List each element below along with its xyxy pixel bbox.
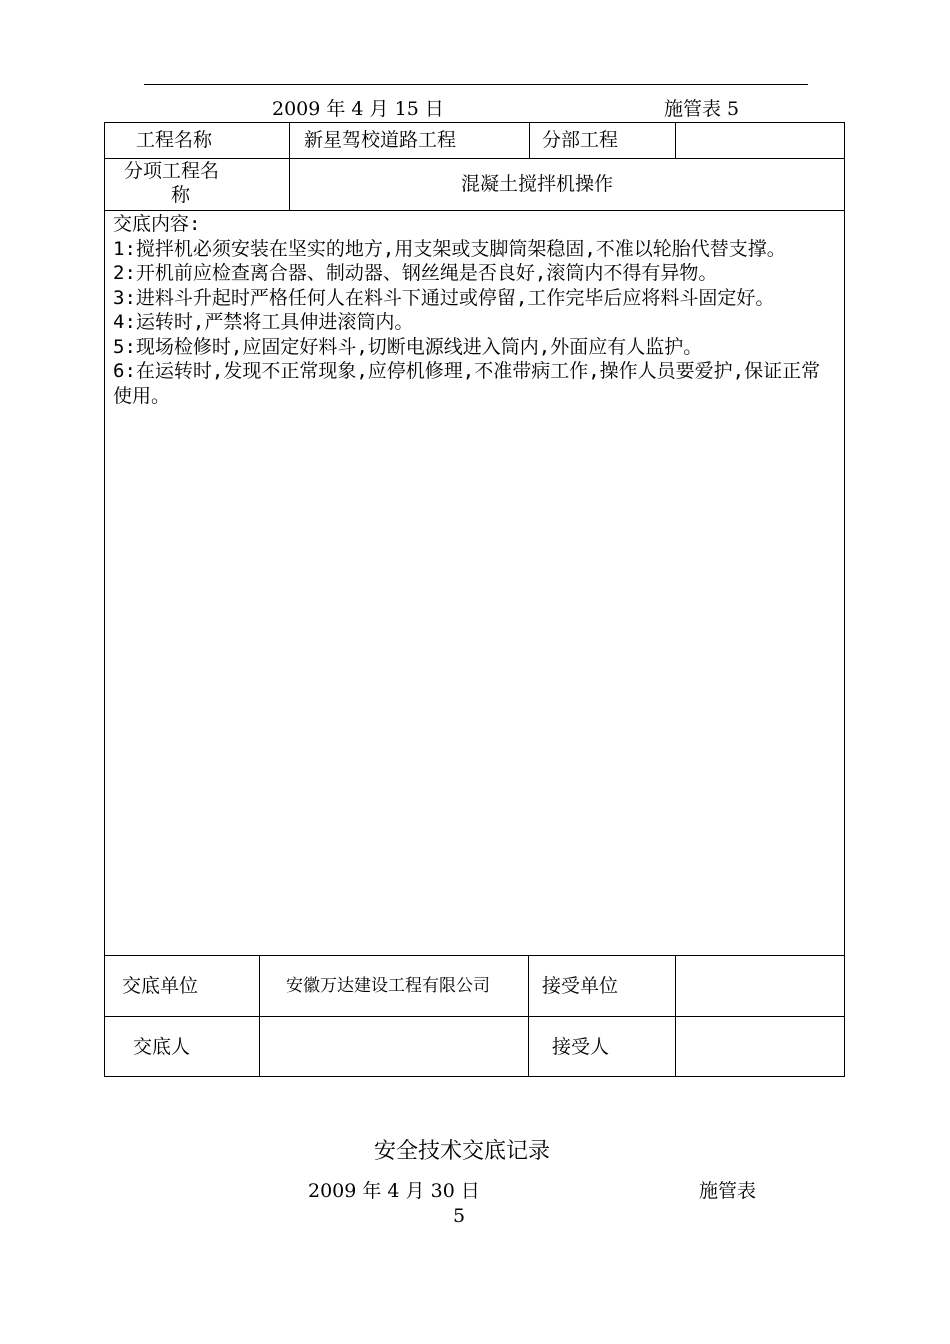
receiver-person-label: 接受人 xyxy=(552,1036,610,1058)
row-rule xyxy=(105,955,844,956)
content-item: 2:开机前应检查离合器、制动器、钢丝绳是否良好,滚筒内不得有异物。 xyxy=(113,262,718,284)
division-label: 分部工程 xyxy=(542,129,619,151)
record-date: 2009 年 4 月 15 日 xyxy=(272,98,444,120)
project-name-value: 新星驾校道路工程 xyxy=(304,129,457,151)
row-rule xyxy=(105,1016,844,1017)
col-rule xyxy=(259,955,260,1076)
col-rule xyxy=(675,955,676,1076)
subitem-value: 混凝土搅拌机操作 xyxy=(461,173,614,195)
next-page-date: 2009 年 4 月 30 日 xyxy=(308,1180,480,1202)
content-item: 6:在运转时,发现不正常现象,应停机修理,不准带病工作,操作人员要爱护,保证正常使用。 xyxy=(113,360,821,407)
next-page-form-number-suffix: 5 xyxy=(453,1205,466,1227)
subitem-label-line1: 分项工程名 xyxy=(124,160,220,182)
disclosure-content xyxy=(113,212,839,408)
receiver-unit-label: 接受单位 xyxy=(542,975,619,997)
issuer-person-label: 交底人 xyxy=(133,1036,191,1058)
row-rule xyxy=(105,210,844,211)
content-item: 3:进料斗升起时严格任何人在料斗下通过或停留,工作完毕后应将料斗固定好。 xyxy=(113,286,775,309)
project-name-label: 工程名称 xyxy=(136,129,213,151)
next-page-form-number: 施管表 xyxy=(699,1180,757,1202)
next-page-title: 安全技术交底记录 xyxy=(374,1139,551,1164)
top-rule xyxy=(144,84,808,85)
content-title: 交底内容: xyxy=(113,213,201,235)
row-rule xyxy=(105,158,844,159)
col-rule xyxy=(529,123,530,158)
col-rule xyxy=(528,955,529,1076)
issuer-unit-value: 安徽万达建设工程有限公司 xyxy=(286,976,490,996)
content-item: 4:运转时,严禁将工具伸进滚筒内。 xyxy=(113,311,414,333)
content-item: 1:搅拌机必须安装在坚实的地方,用支架或支脚筒架稳固,不准以轮胎代替支撑。 xyxy=(113,237,786,260)
subitem-label-line2: 称 xyxy=(171,184,191,206)
content-item: 5:现场检修时,应固定好料斗,切断电源线进入筒内,外面应有人监护。 xyxy=(113,335,703,358)
col-rule xyxy=(289,123,290,210)
col-rule xyxy=(675,123,676,158)
form-number: 施管表 5 xyxy=(664,98,740,120)
issuer-unit-label: 交底单位 xyxy=(122,975,199,997)
